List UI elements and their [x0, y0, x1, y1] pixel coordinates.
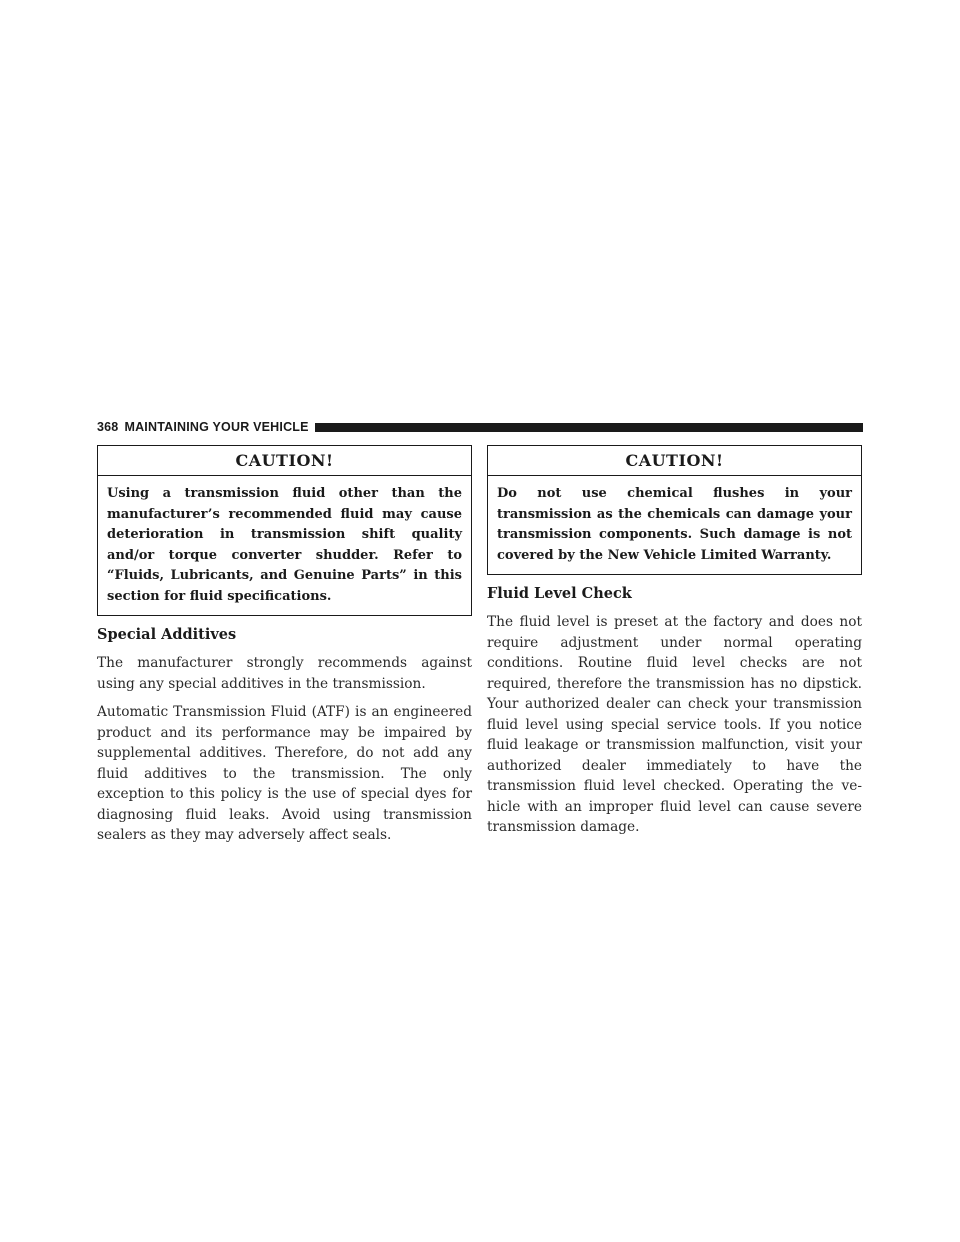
paragraph-fluid-level: The fluid level is preset at the factory and does not require adjustment under normal operating conditions. Routine fluid level checks are not required, therefore the transmission has no dipstick. Your authorized dealer can check your transmission fluid level using special service tools. If you notice fluid leakage or transmission malfunction, visit your authorized dealer immediately to have the transmission fluid level checked. Operating the vehicle with an improper fluid level can cause severe transmission damage. [487, 614, 862, 835]
header-rule [315, 423, 863, 432]
paragraph-additives-recommendation: The manufacturer strongly recommends against using any special additives in the transmission. [97, 655, 472, 692]
section-title: MAINTAINING YOUR VEHICLE [124, 420, 309, 434]
page-header [97, 419, 863, 435]
caution-box-fluid [97, 445, 472, 616]
caution-text: Do not use chemical flushes in your transmission as the chemicals can damage your transmission components. Such damage is not covered by the New Vehicle Limited Warranty. [497, 486, 852, 563]
page-number: 368 [97, 420, 119, 434]
caution-box-flushes [487, 445, 862, 575]
left-column [97, 445, 472, 854]
caution-title: CAUTION! [488, 446, 861, 476]
section-heading-fluid-level-check: Fluid Level Check [487, 585, 632, 602]
section-heading-special-additives: Special Additives [97, 626, 237, 643]
caution-text: Using a transmission fluid other than the manufacturer’s recommended fluid may cause deterioration in transmission shift quality and/or torque converter shudder. Refer to “Fluids, Lubricants, and Genuine Parts” in this section for fluid specifications. [107, 486, 462, 604]
right-column [487, 445, 862, 846]
paragraph-atf-additives: Automatic Transmission Fluid (ATF) is an engineered product and its performance may be impaired by supplemental additives. Therefore, do not add any fluid additives to the transmission. The only exception to this policy is the use of special dyes for diagnosing fluid leaks. Avoid using transmission sealers as they may adversely affect seals. [97, 704, 472, 843]
caution-title: CAUTION! [98, 446, 471, 476]
